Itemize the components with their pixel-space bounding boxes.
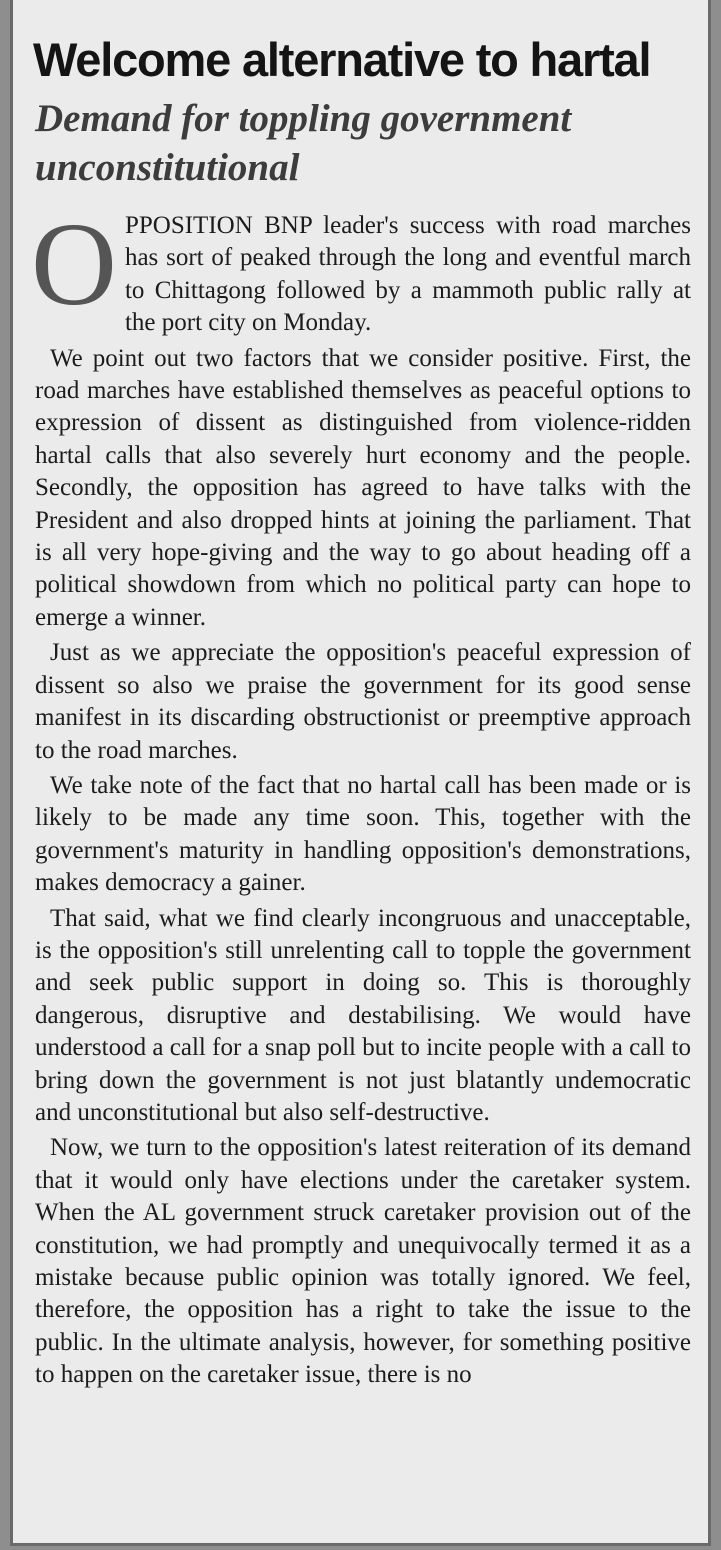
paragraph-6: Now, we turn to the opposition's latest reiteration of its demand that it would only have elections under the caretaker system. When the AL government struck caretaker provision out of the constitution, we had promptly and unequivocally termed it as a mistake because public opinion was totally ignored. We feel, therefore, the opposition has a right to take the issue to the public. In the ultimate analysis, however, for something positive to happen on the caretaker issue, there is no	[35, 1134, 691, 1389]
paragraph-1	[31, 198, 691, 340]
paragraph-1-text: PPOSITION BNP leader's success with road marches has sort of peaked through the long and eventful march to Chittagong followed by a mammoth public rally at the port city on Monday.	[124, 212, 691, 337]
paragraph-5: That said, what we find clearly incongruous and unacceptable, is the opposition's still unrelenting call to topple the government and seek public support in doing so. This is thoroughly dangerous, disruptive and destabilising. We would have understood a call for a snap poll but to incite people with a call to bring down the government is not just blatantly undemocratic and unconstitutional but also self-destructive.	[35, 904, 691, 1126]
paragraph-3: Just as we appreciate the opposition's peaceful expression of dissent so also we praise the government for its good sense manifest in its discarding obstructionist or preemptive approach to the road marches.	[35, 639, 691, 764]
newspaper-clipping	[10, 0, 711, 1546]
headline: Welcome alternative to hartal	[33, 33, 651, 86]
paragraph-2: We point out two factors that we consider positive. First, the road marches have established themselves as peaceful options to expression of dissent as distinguished from violence-ridden hartal calls that also severely hurt economy and the people. Secondly, the opposition has agreed to have talks with the President and also dropped hints at joining the parliament. That is all very hope-giving and the way to go about heading off a political showdown from which no political party can hope to emerge a winner.	[35, 344, 691, 631]
article-body	[31, 198, 691, 1392]
drop-cap: O	[31, 198, 117, 330]
paragraph-4: We take note of the fact that no hartal call has been made or is likely to be made any time soon. This, together with the government's maturity in handling opposition's demonstrations, makes democracy a gainer.	[35, 771, 691, 897]
subheadline: Demand for toppling government unconstitutional	[35, 97, 572, 189]
